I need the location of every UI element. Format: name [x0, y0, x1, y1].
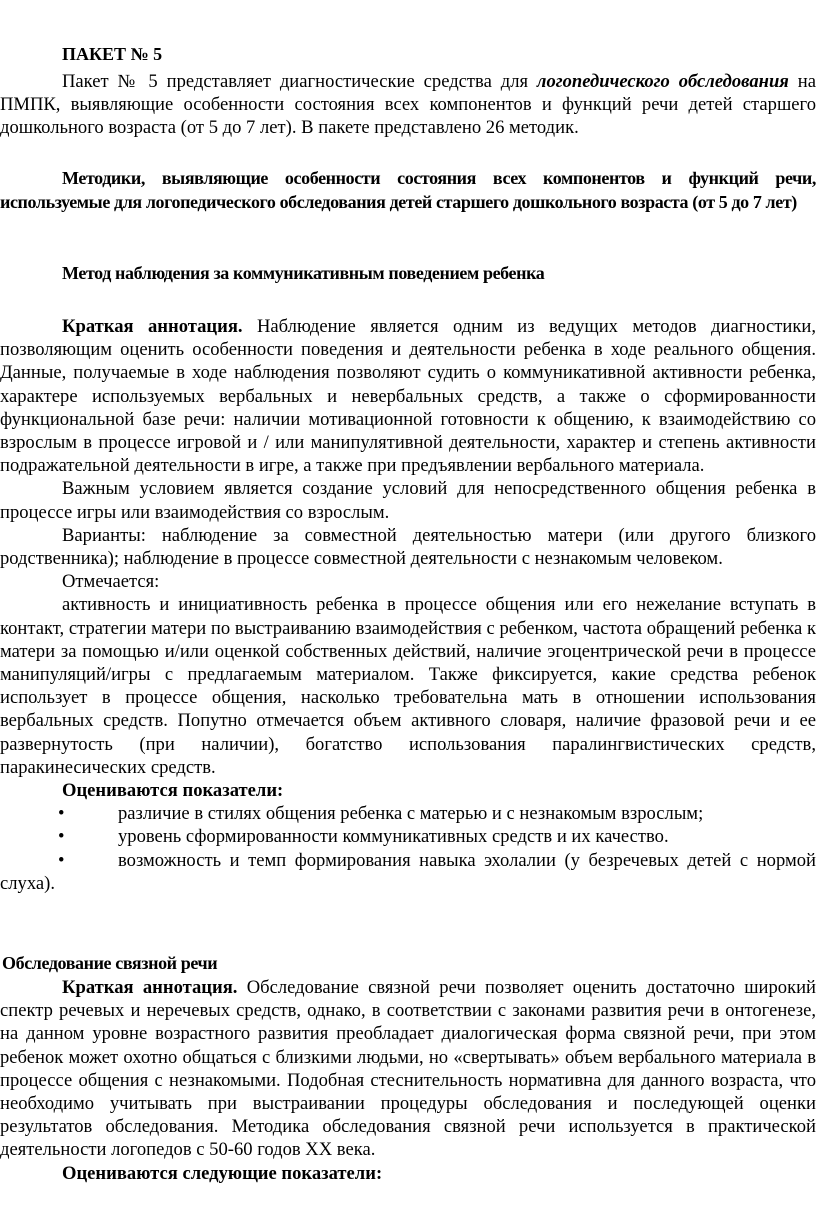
section1-condition: Важным условием является создание условий для непосредственного общения ребенка в процессе игры или взаимодействия со взрослым. — [0, 478, 816, 523]
list-item-text: различие в стилях общения ребенка с матерью и с незнакомым взрослым; — [118, 803, 704, 825]
section1-body — [0, 315, 816, 895]
intro-rest: на ПМПК, выявляющие особенности состояния всех компонентов и функций речи детей старшего дошкольного возраста (от 5 до 7 лет). В пакете представлено 26 методик. — [0, 71, 816, 139]
list-item — [0, 802, 816, 825]
list-item-text: уровень сформированности коммуникативных средств и их качество. — [118, 826, 669, 848]
bullet-icon: • — [58, 803, 65, 825]
section1-annotation-label: Краткая аннотация. — [62, 316, 243, 337]
section2-indicators-label-text: Оцениваются следующие показатели: — [62, 1162, 383, 1184]
list-item — [0, 825, 816, 848]
methods-heading-text: Методики, выявляющие особенности состояния всех компонентов и функций речи, используемые для логопедического обследования детей старшего дошкольного возраста (от 5 до 7 лет) — [0, 168, 816, 212]
section2-indicators-label — [0, 1162, 816, 1185]
section1-variants: Варианты: наблюдение за совместной деятельностью матери (или другого близкого родственника); наблюдение в процессе совместной деятельности с незнакомым человеком. — [0, 524, 816, 570]
intro-lead: Пакет № 5 представляет диагностические средства для — [62, 71, 537, 92]
intro-paragraph — [0, 70, 816, 140]
section1-indicators-label-text: Оцениваются показатели: — [62, 780, 284, 802]
section1-activity: активность и инициативность ребенка в процессе общения или его нежелание вступать в контакт, стратегии матери по выстраиванию взаимодействия с ребенком, частота обращений ребенка к матери за помощью и/или оценкой собственных действий, наличие эгоцентрической речи в процессе манипуляций/игры с предлагаемым материалом. Также фиксируется, какие средства ребенок использует в процессе общения, насколько требовательна мать в отношении использования вербальных средств. Попутно отмечается объем активного словаря, наличие фразовой речи и ее развернутость (при наличии), богатство использования паралингвистических средств, паракинесических средств. — [0, 594, 816, 778]
package-title: ПАКЕТ № 5 — [62, 44, 163, 64]
section2-annotation — [0, 976, 816, 1162]
bullet-icon: • — [58, 826, 65, 848]
section1-title: Метод наблюдения за коммуникативным поведением ребенка — [62, 263, 545, 283]
section1-noted: Отмечается: — [62, 571, 160, 593]
intro-emphasis: логопедического обследования — [536, 71, 789, 92]
section2-title: Обследование связной речи — [2, 953, 218, 973]
list-item-text: возможность и темп формирования навыка эхолалии (у безречевых детей с нормой слуха). — [0, 849, 816, 894]
list-item — [0, 849, 816, 895]
section1-annotation-text: Наблюдение является одним из ведущих методов диагностики, позволяющим оценить особенности поведения и деятельности ребенка в ходе реального общения. Данные, получаемые в ходе наблюдения позволяют судить о коммуникативной активности ребенка, характере используемых вербальных и невербальных средств, а также о сформированности функциональной базе речи: наличии мотивационной готовности к общению, к взаимодействию со взрослым в процессе игровой и / или манипулятивной деятельности, характер и степень активности подражательной деятельности в игре, а также при предъявлении вербального материала. — [0, 316, 816, 477]
section1-indicators-label — [0, 779, 816, 802]
section2-annotation-text: Обследование связной речи позволяет оценить достаточно широкий спектр речевых и неречевых средств, однако, в соответствии с законами развития речи в онтогенезе, на данном уровне возрастного развития преобладает диалогическая форма связной речи, при этом ребенок может охотно общаться с близкими людьми, но «свертывать» объем вербального материала в процессе общения с незнакомыми. Подобная стеснительность нормативна для данного возраста, что необходимо учитывать при выстраивании процедуры обследования и последующей оценки результатов обследования. Методика обследования связной речи используется в практической деятельности логопедов с 50-60 годов XX века. — [0, 977, 816, 1161]
section1-annotation — [0, 315, 816, 477]
section2-annotation-label: Краткая аннотация. — [62, 977, 238, 998]
section2-body — [0, 976, 816, 1185]
bullet-icon: • — [58, 849, 65, 871]
methods-heading — [0, 166, 816, 214]
